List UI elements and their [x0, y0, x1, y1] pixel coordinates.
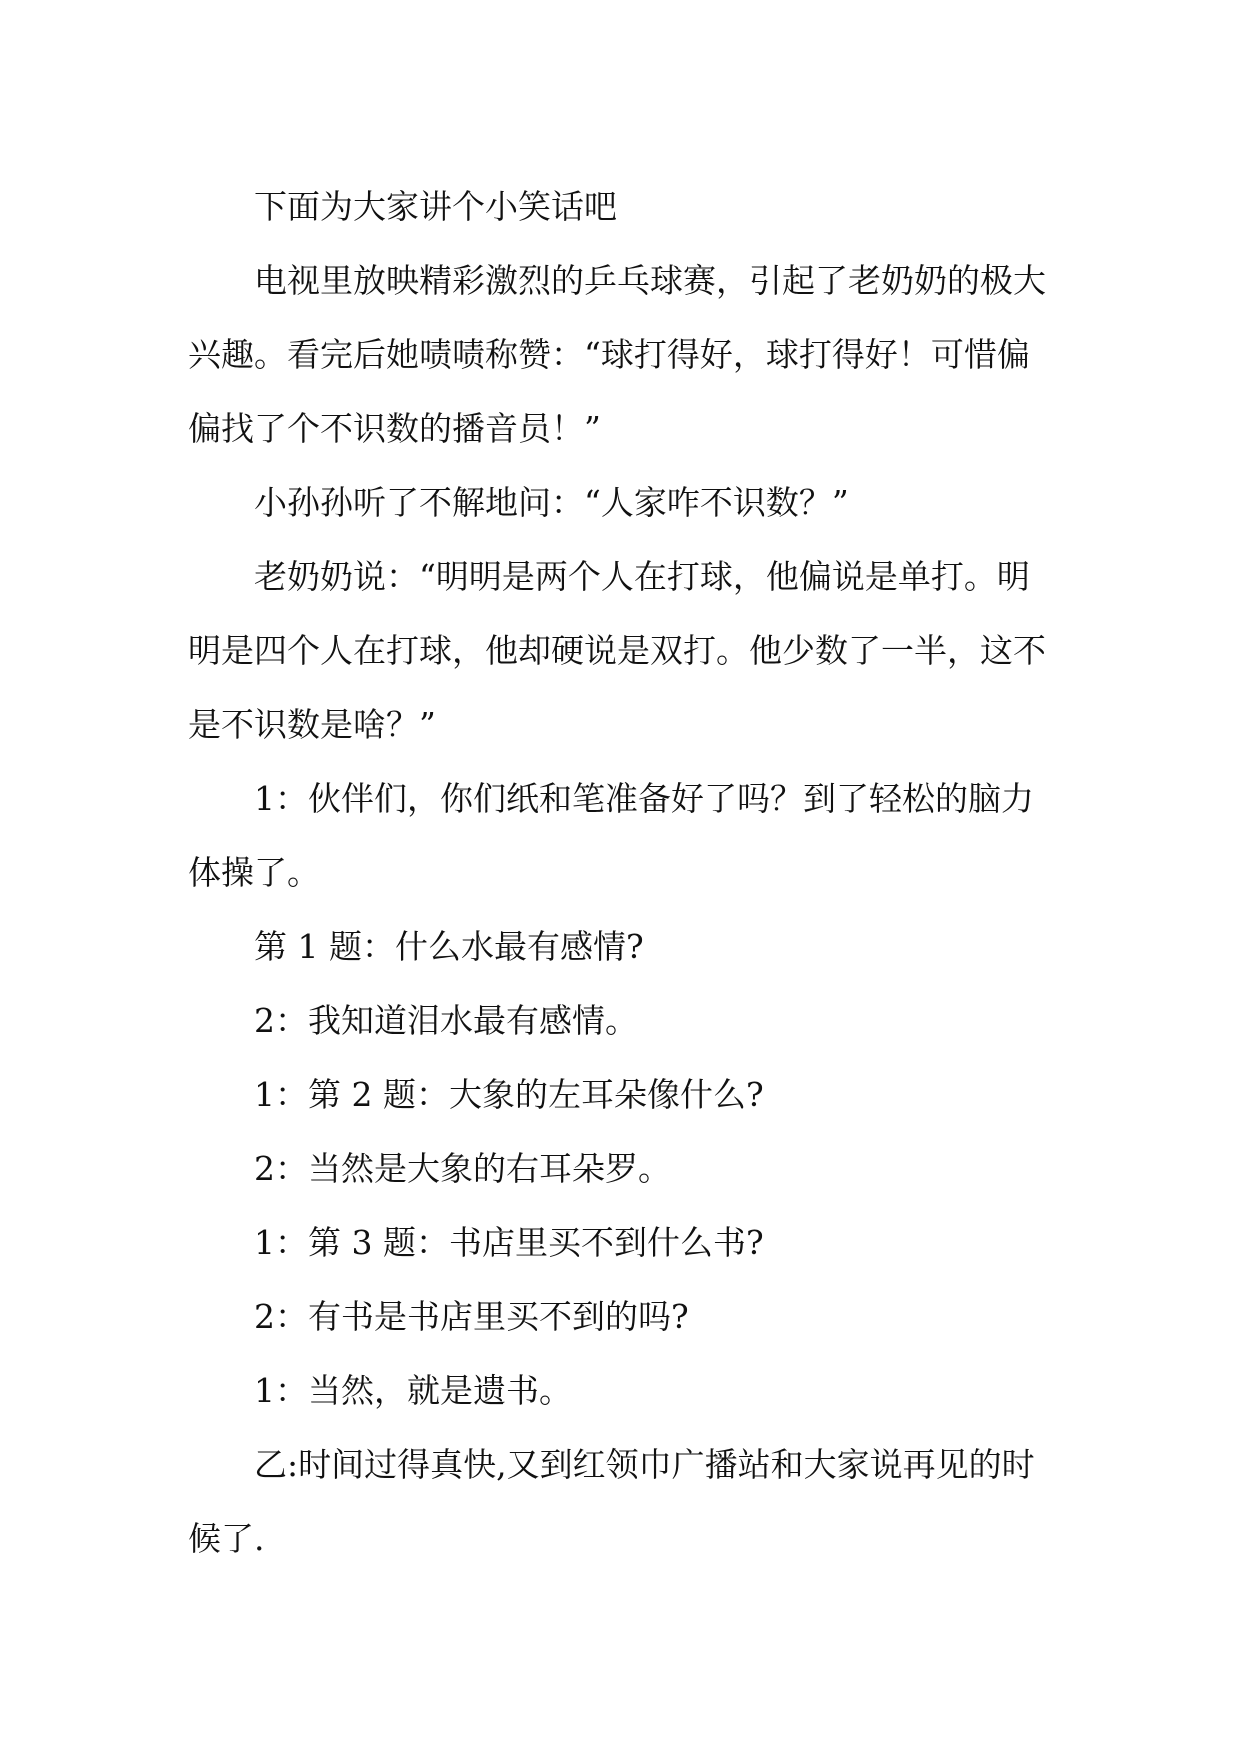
paragraph-grandma-answer: 老奶奶说：“明明是两个人在打球，他偏说是单打。明明是四个人在打球，他却硬说是双打。他少数了一半，这不是不识数是啥？” — [188, 557, 1046, 744]
paragraph-answer-3: 1：当然，就是遗书。 — [254, 1371, 572, 1410]
paragraph-question-3: 1：第 3 题：书店里买不到什么书? — [254, 1223, 764, 1262]
paragraph-grandson-question: 小孙孙听了不解地问：“人家咋不识数？” — [254, 483, 849, 522]
paragraph-question-2: 1：第 2 题：大象的左耳朵像什么? — [254, 1075, 764, 1114]
paragraph-follow-up: 2：有书是书店里买不到的吗? — [254, 1297, 689, 1336]
paragraph-answer-2: 2：当然是大象的右耳朵罗。 — [254, 1149, 671, 1188]
paragraph-answer-1: 2：我知道泪水最有感情。 — [254, 1001, 638, 1040]
paragraph-brain-teaser-intro: 1：伙伴们，你们纸和笔准备好了吗？到了轻松的脑力体操了。 — [188, 779, 1034, 892]
paragraph-closing: 乙:时间过得真快,又到红领巾广播站和大家说再见的时候了. — [188, 1445, 1035, 1558]
paragraph-joke-setup: 电视里放映精彩激烈的乒乓球赛，引起了老奶奶的极大兴趣。看完后她啧啧称赞：“球打得好，球打得好！可惜偏偏找了个不识数的播音员！” — [188, 261, 1046, 448]
paragraph-intro: 下面为大家讲个小笑话吧 — [254, 187, 617, 226]
paragraph-question-1: 第 1 题：什么水最有感情? — [254, 927, 644, 966]
